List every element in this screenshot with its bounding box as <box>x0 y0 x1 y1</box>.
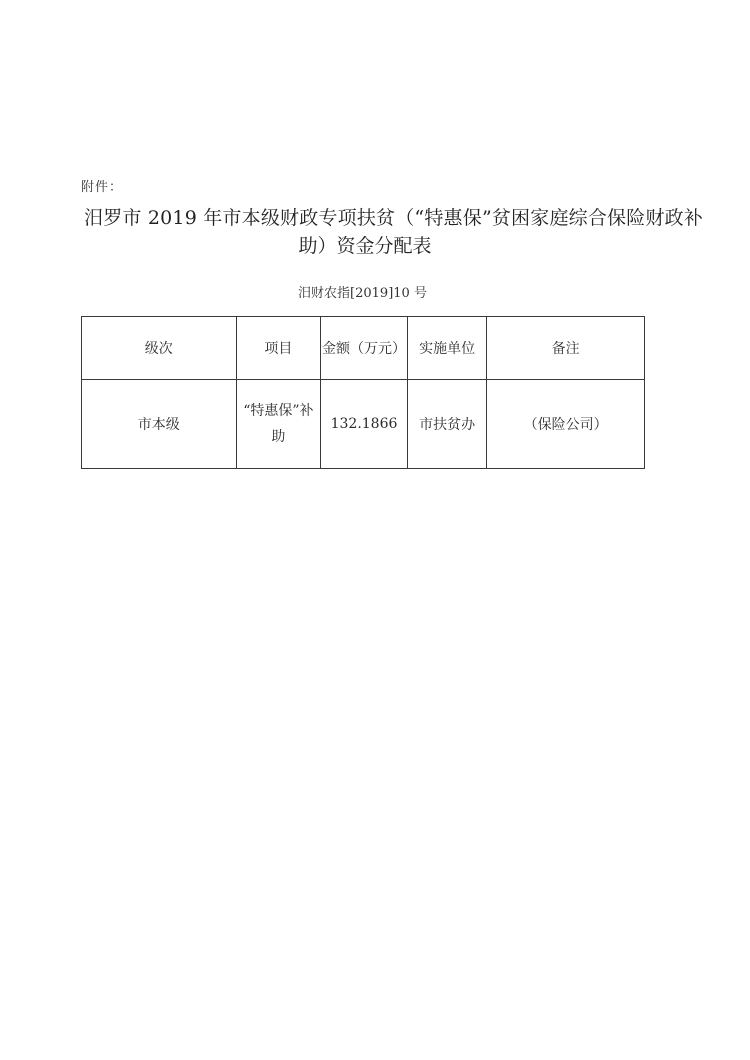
table-header-row <box>82 317 645 380</box>
cell-note: （保险公司） <box>487 380 645 469</box>
allocation-table <box>81 316 645 469</box>
header-note: 备注 <box>487 317 645 380</box>
cell-item <box>236 380 321 469</box>
cell-item-line-1: “特惠保”补 <box>243 403 314 419</box>
cell-unit: 市扶贫办 <box>407 380 486 469</box>
header-level: 级次 <box>82 317 237 380</box>
document-title-line-2: 助）资金分配表 <box>298 235 432 257</box>
header-amount: 金额（万元） <box>321 317 408 380</box>
header-item: 项目 <box>236 317 321 380</box>
header-unit: 实施单位 <box>407 317 486 380</box>
document-number: 汨财农指[2019]10 号 <box>298 286 427 301</box>
cell-level: 市本级 <box>82 380 237 469</box>
document-title <box>84 204 704 260</box>
table-row <box>82 380 645 469</box>
cell-item-line-2: 助 <box>271 429 286 445</box>
document-title-line-1: 汨罗市 2019 年市本级财政专项扶贫（“特惠保”贫困家庭综合保险财政补 <box>84 207 704 229</box>
cell-amount: 132.1866 <box>321 380 408 469</box>
attachment-label: 附件： <box>81 180 124 195</box>
